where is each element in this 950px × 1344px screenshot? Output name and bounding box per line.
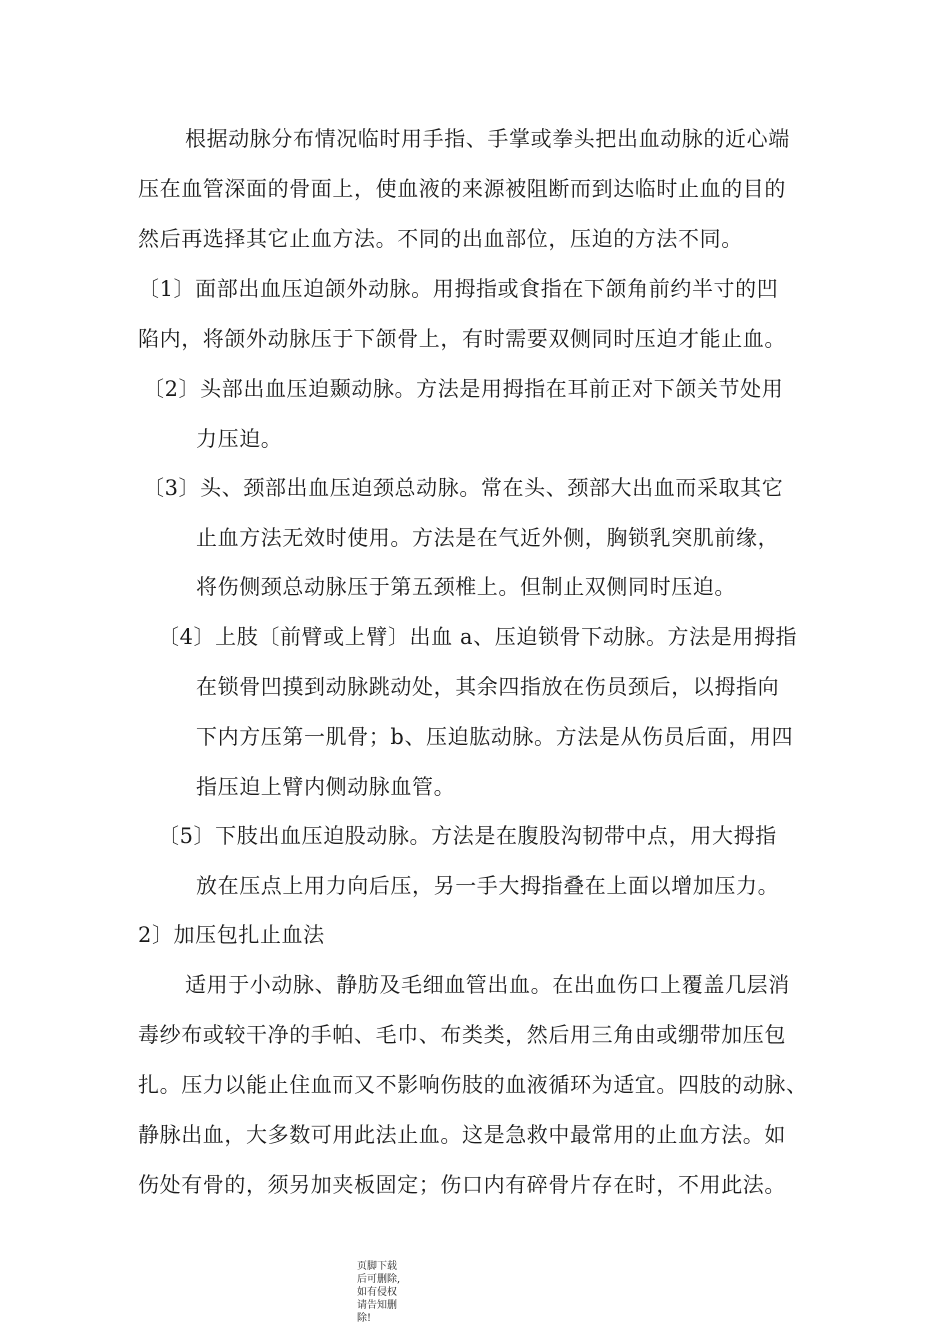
paragraph1-line3: 然后再选择其它止血方法。不同的出血部位，压迫的方法不同。 bbox=[138, 227, 743, 251]
item4-line1: 〔4〕上肢〔前臂或上臂〕出血 a、压迫锁骨下动脉。方法是用拇指 bbox=[158, 625, 798, 649]
footer-note: 页脚下载后可删除,如有侵权请告知删除! bbox=[357, 1261, 401, 1324]
paragraph2-line1: 适用于小动脉、静肪及毛细血管出血。在出血伤口上覆盖几层消 bbox=[185, 973, 790, 997]
paragraph1-line1: 根据动脉分布情况临时用手指、手掌或拳头把出血动脉的近心端 bbox=[185, 127, 790, 151]
paragraph2-line3: 扎。压力以能止住血而又不影响伤肢的血液循环为适宜。四肢的动脉、 bbox=[138, 1073, 808, 1097]
item3-line2: 止血方法无效时使用。方法是在气近外侧，胸锁乳突肌前缘， bbox=[196, 526, 780, 550]
paragraph1-line2: 压在血管深面的骨面上，使血液的来源被阻断而到达临时止血的目的 bbox=[138, 177, 786, 201]
item5-line1: 〔5〕下肢出血压迫股动脉。方法是在腹股沟韧带中点，用大拇指 bbox=[158, 824, 777, 848]
item1-line1: 〔1〕面部出血压迫颌外动脉。用拇指或食指在下颌角前约半寸的凹 bbox=[138, 277, 779, 301]
item4-line4: 指压迫上臂内侧动脉血管。 bbox=[196, 775, 456, 799]
item4-line2: 在锁骨凹摸到动脉跳动处，其余四指放在伤员颈后，以拇指向 bbox=[196, 675, 780, 699]
paragraph2-line2: 毒纱布或较干净的手帕、毛巾、布类类，然后用三角由或绷带加压包 bbox=[138, 1023, 786, 1047]
item1-line2: 陷内，将颌外动脉压于下颌骨上，有时需要双侧同时压迫才能止血。 bbox=[138, 327, 786, 351]
item4-line3: 下内方压第一肌骨；b、压迫肱动脉。方法是从伤员后面，用四 bbox=[196, 725, 794, 749]
item3-line1: 〔3〕头、颈部出血压迫颈总动脉。常在头、颈部大出血而采取其它 bbox=[143, 476, 784, 500]
item5-line2: 放在压点上用力向后压，另一手大拇指叠在上面以增加压力。 bbox=[196, 874, 780, 898]
item2-line1: 〔2〕头部出血压迫颞动脉。方法是用拇指在耳前正对下颌关节处用 bbox=[143, 377, 784, 401]
item2-line2: 力压迫。 bbox=[196, 427, 283, 451]
section2-heading: 2〕加压包扎止血法 bbox=[138, 923, 325, 947]
paragraph2-line5: 伤处有骨的，须另加夹板固定；伤口内有碎骨片存在时，不用此法。 bbox=[138, 1173, 786, 1197]
paragraph2-line4: 静脉出血，大多数可用此法止血。这是急救中最常用的止血方法。如 bbox=[138, 1123, 786, 1147]
item3-line3: 将伤侧颈总动脉压于第五颈椎上。但制止双侧同时压迫。 bbox=[196, 575, 736, 599]
